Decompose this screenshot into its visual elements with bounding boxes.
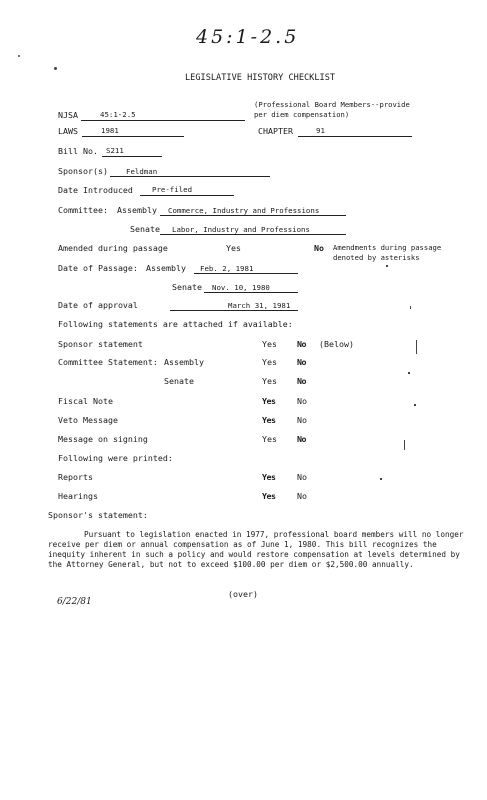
sponsor-statement-label: Sponsor statement xyxy=(58,339,143,349)
stray-mark xyxy=(18,55,20,57)
sponsor-statement-heading: Sponsor's statement: xyxy=(48,510,148,520)
amended-yes: Yes xyxy=(226,243,241,253)
passage-senate-label: Senate xyxy=(172,282,202,292)
committee-statement-senate-yes: Yes xyxy=(262,376,277,386)
scan-speck xyxy=(410,306,411,309)
date-introduced-label: Date Introduced xyxy=(58,185,133,195)
document-title: LEGISLATIVE HISTORY CHECKLIST xyxy=(185,73,336,83)
date-stamp: 6/22/81 xyxy=(57,597,92,607)
sponsor-statement-text: Pursuant to legislation enacted in 1977, professional board members will no longer receive per diem or annual compensation as of June 1, 1980. This bill recognizes the inequity inherent in such a policy and would restore compensation at levels determined by the Attorney General, but not to exceed $100.00 per diem or $2,500.00 annually. xyxy=(48,530,464,569)
amended-label: Amended during passage xyxy=(58,243,168,253)
sponsor-label: Sponsor(s) xyxy=(58,166,108,176)
sponsor-statement-note: (Below) xyxy=(319,339,354,349)
bill-label: Bill No. xyxy=(58,146,98,156)
stray-mark xyxy=(54,67,57,70)
committee-statement-senate-no: No xyxy=(297,376,306,386)
hearings-label: Hearings xyxy=(58,491,98,501)
committee-statement-senate-label: Senate xyxy=(164,376,194,386)
committee-senate-value: Labor, Industry and Professions xyxy=(172,225,310,234)
scan-speck xyxy=(408,372,410,374)
laws-value: 1981 xyxy=(101,126,119,135)
committee-label: Committee: xyxy=(58,205,108,215)
hearings-no: No xyxy=(297,491,307,501)
message-signing-yes: Yes xyxy=(262,434,277,444)
committee-assembly-label: Assembly xyxy=(117,205,157,215)
approval-label: Date of approval xyxy=(58,300,138,310)
handwritten-statute-number: 45:1-2.5 xyxy=(196,26,300,48)
sponsor-value: Feldman xyxy=(126,167,158,176)
veto-message-no: No xyxy=(297,415,307,425)
passage-assembly-label: Assembly xyxy=(146,263,186,273)
bill-value: S211 xyxy=(106,146,124,155)
reports-label: Reports xyxy=(58,472,93,482)
amended-note-line2: denoted by asterisks xyxy=(333,253,420,262)
chapter-value: 91 xyxy=(316,126,325,135)
scan-speck xyxy=(404,440,405,450)
approval-value: March 31, 1981 xyxy=(228,301,291,310)
njsa-label: NJSA xyxy=(58,110,78,120)
fiscal-note-yes: Yes xyxy=(262,396,276,406)
njsa-note-line2: per diem compensation) xyxy=(254,110,350,119)
veto-message-yes: Yes xyxy=(262,415,276,425)
veto-message-label: Veto Message xyxy=(58,415,118,425)
fiscal-note-no: No xyxy=(297,396,307,406)
amended-note-line1: Amendments during passage xyxy=(333,243,442,252)
committee-statement-assembly-label: Assembly xyxy=(164,357,204,367)
message-signing-label: Message on signing xyxy=(58,434,148,444)
committee-statement-assembly-yes: Yes xyxy=(262,357,277,367)
reports-no: No xyxy=(297,472,307,482)
committee-senate-label: Senate xyxy=(130,224,160,234)
over-note: (over) xyxy=(228,589,258,599)
amended-no: No xyxy=(314,243,324,253)
hearings-yes: Yes xyxy=(262,491,276,501)
scan-speck xyxy=(380,478,382,480)
laws-label: LAWS xyxy=(58,126,78,136)
scan-speck xyxy=(416,340,417,354)
reports-yes: Yes xyxy=(262,472,276,482)
njsa-note-line1: (Professional Board Members--provide xyxy=(254,100,410,109)
message-signing-no: No xyxy=(297,434,306,444)
attached-heading: Following statements are attached if available: xyxy=(58,319,293,329)
committee-assembly-value: Commerce, Industry and Professions xyxy=(168,206,320,215)
committee-statement-label: Committee Statement: xyxy=(58,357,158,367)
scan-speck xyxy=(414,404,416,406)
passage-assembly-value: Feb. 2, 1981 xyxy=(200,264,254,273)
fiscal-note-label: Fiscal Note xyxy=(58,396,113,406)
passage-senate-value: Nov. 10, 1980 xyxy=(212,283,270,292)
chapter-label: CHAPTER xyxy=(258,126,293,136)
njsa-value: 45:1-2.5 xyxy=(100,110,136,119)
scan-speck xyxy=(386,265,388,267)
laws-field xyxy=(82,126,184,137)
date-introduced-value: Pre-filed xyxy=(152,185,193,194)
sponsor-statement-no: No xyxy=(297,339,306,349)
committee-statement-assembly-no: No xyxy=(297,357,306,367)
sponsor-statement-yes: Yes xyxy=(262,339,277,349)
printed-heading: Following were printed: xyxy=(58,453,173,463)
passage-label: Date of Passage: xyxy=(58,263,138,273)
